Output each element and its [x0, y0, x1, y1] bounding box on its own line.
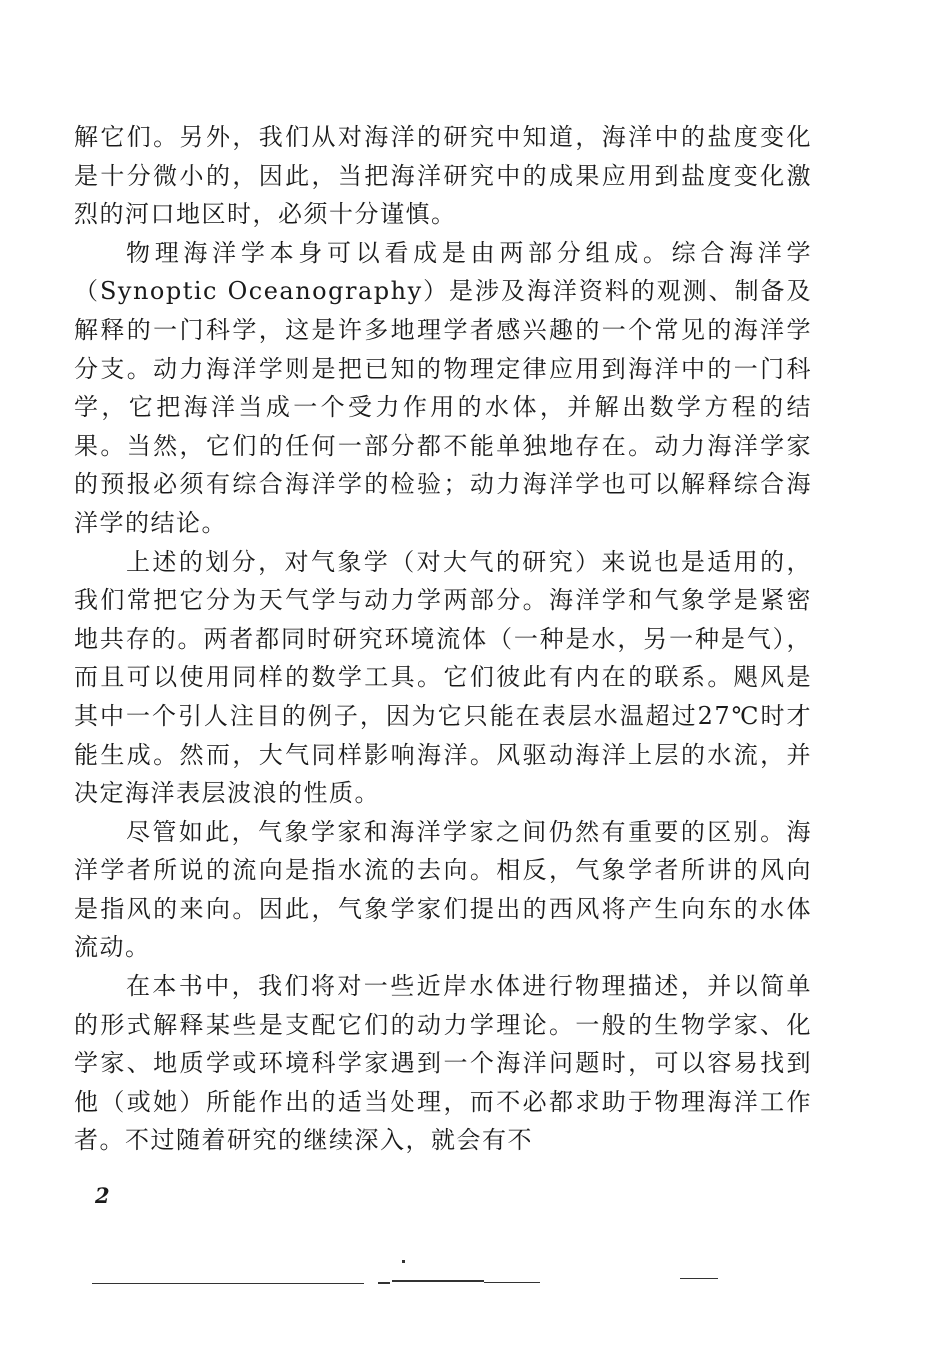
scan-artifact-line — [378, 1282, 390, 1284]
scan-artifact-line — [392, 1280, 484, 1282]
scan-artifact-line — [680, 1278, 718, 1279]
paragraph-differences: 尽管如此，气象学家和海洋学家之间仍然有重要的区别。海洋学者所说的流向是指水流的去向。相反，气象学者所讲的风向是指风的来向。因此，气象学家们提出的西风将产生向东的水体流动。 — [74, 817, 812, 962]
page-body — [74, 118, 812, 1160]
paragraph-meteorology: 上述的划分，对气象学（对大气的研究）来说也是适用的，我们常把它分为天气学与动力学两部分。海洋学和气象学是紧密地共存的。两者都同时研究环境流体（一种是水，另一种是气），而且可以使用同样的数学工具。它们彼此有内在的联系。飓风是其中一个引人注目的例子，因为它只能在表层水温超过27℃时才能生成。然而，大气同样影响海洋。风驱动海洋上层的水流，并决定海洋表层波浪的性质。 — [74, 547, 812, 808]
paragraph-this-book: 在本书中，我们将对一些近岸水体进行物理描述，并以简单的形式解释某些是支配它们的动力学理论。一般的生物学家、化学家、地质学或环境科学家遇到一个海洋问题时，可以容易找到他（或她）所能作出的适当处理，而不必都求助于物理海洋工作者。不过随着研究的继续深入，就会有不 — [74, 972, 812, 1155]
page-number: 2 — [95, 1183, 110, 1208]
paragraph-continuation: 解它们。另外，我们从对海洋的研究中知道，海洋中的盐度变化是十分微小的，因此，当把海洋研究中的成果应用到盐度变化激烈的河口地区时，必须十分谨慎。 — [74, 123, 812, 229]
scan-artifact-dot — [402, 1260, 405, 1263]
paragraph-physical-oceanography: 物理海洋学本身可以看成是由两部分组成。综合海洋学（Synoptic Oceanography）是涉及海洋资料的观测、制备及解释的一门科学，这是许多地理学者感兴趣的一个常见的海洋学分支。动力海洋学则是把已知的物理定律应用到海洋中的一门科学，它把海洋当成一个受力作用的水体，并解出数学方程的结果。当然，它们的任何一部分都不能单独地存在。动力海洋学家的预报必须有综合海洋学的检验；动力海洋学也可以解释综合海洋学的结论。 — [74, 238, 812, 537]
scan-artifact-line — [484, 1282, 540, 1283]
scan-artifact-line — [92, 1283, 364, 1284]
